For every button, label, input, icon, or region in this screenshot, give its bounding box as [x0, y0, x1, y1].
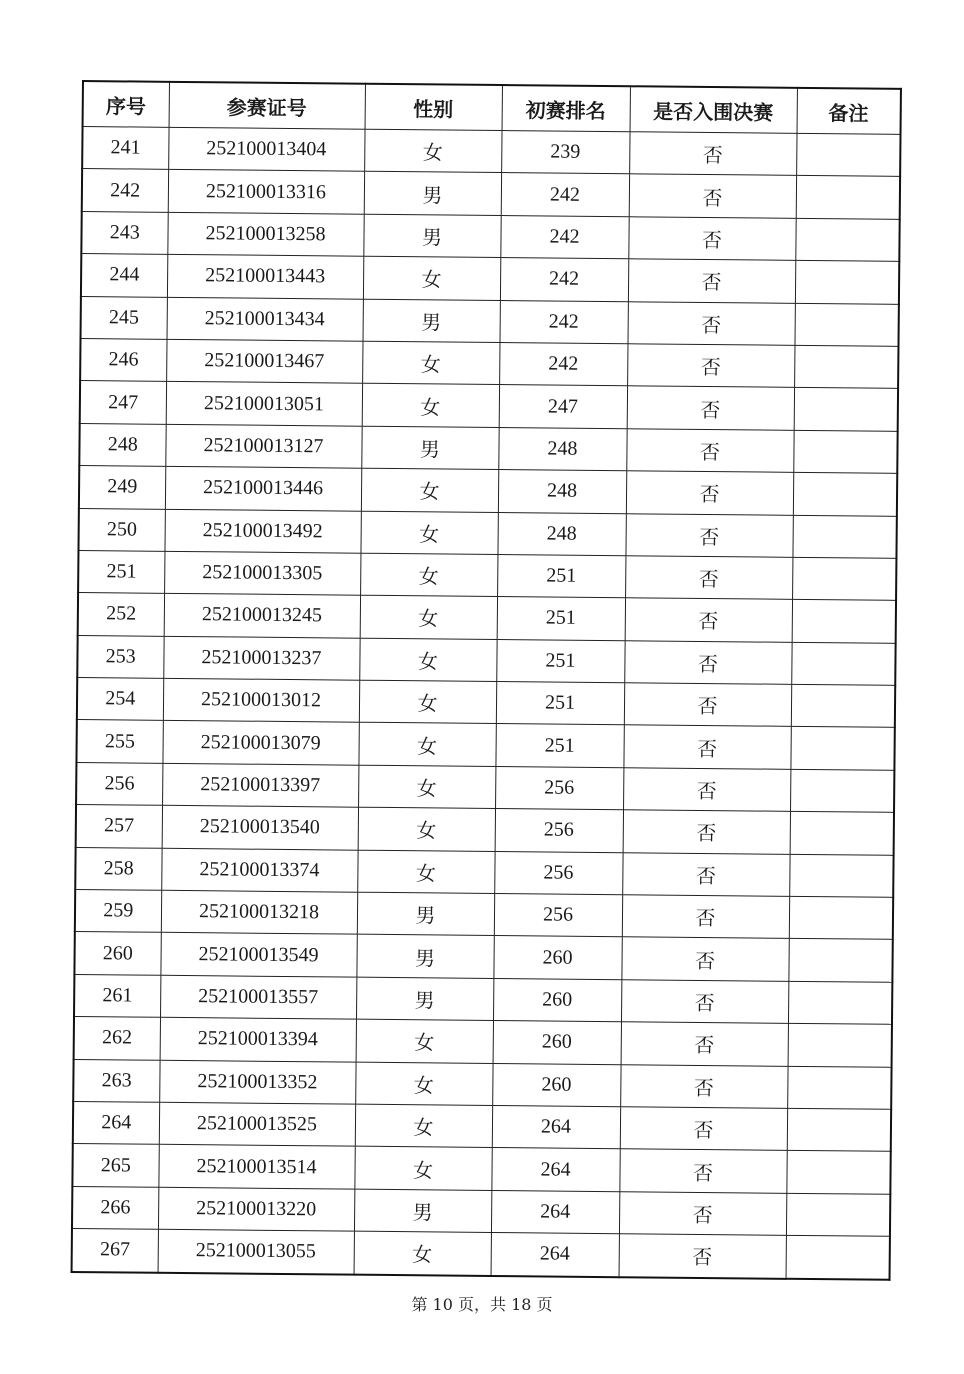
- preliminary-rank-cell: 248: [498, 427, 626, 471]
- gender-cell: 女: [354, 1147, 491, 1191]
- entry-id-cell: 252100013220: [158, 1187, 354, 1231]
- entry-id-cell: 252100013467: [166, 339, 362, 383]
- finalist-status-cell: 否: [620, 1064, 787, 1108]
- gender-cell: 女: [355, 1062, 492, 1106]
- entry-id-cell: 252100013055: [158, 1229, 354, 1274]
- remarks-cell: [791, 684, 895, 727]
- serial-number-cell: 254: [77, 678, 163, 721]
- serial-number-cell: 255: [76, 720, 162, 763]
- gender-cell: 女: [362, 384, 499, 428]
- gender-cell: 男: [363, 214, 500, 258]
- entry-id-cell: 252100013443: [167, 254, 363, 298]
- gender-cell: 女: [360, 511, 497, 555]
- preliminary-rank-cell: 247: [499, 385, 627, 429]
- serial-number-cell: 258: [75, 847, 161, 890]
- entry-id-cell: 252100013316: [168, 170, 364, 214]
- finalist-status-cell: 否: [624, 640, 791, 684]
- results-table: [71, 80, 902, 1280]
- finalist-status-cell: 否: [625, 513, 792, 557]
- gender-cell: 女: [358, 765, 495, 809]
- finalist-status-cell: 否: [619, 1191, 786, 1235]
- serial-number-cell: 245: [81, 296, 167, 339]
- serial-number-cell: 249: [79, 466, 165, 509]
- remarks-cell: [794, 303, 898, 346]
- entry-id-cell: 252100013394: [160, 1017, 356, 1061]
- remarks-cell: [794, 345, 898, 388]
- entry-id-cell: 252100013012: [163, 678, 359, 722]
- preliminary-rank-cell: 264: [491, 1190, 619, 1234]
- finalist-status-cell: 否: [622, 895, 789, 939]
- finalist-status-cell: 否: [627, 386, 794, 430]
- serial-number-cell: 259: [75, 890, 161, 933]
- entry-id-cell: 252100013218: [161, 890, 357, 934]
- entry-id-cell: 252100013492: [164, 509, 360, 553]
- preliminary-rank-cell: 251: [495, 724, 623, 768]
- finalist-status-cell: 否: [624, 683, 791, 727]
- remarks-cell: [788, 1024, 892, 1067]
- finalist-status-cell: 否: [619, 1234, 786, 1278]
- header-serial-number: 序号: [83, 81, 169, 127]
- remarks-cell: [793, 430, 897, 473]
- entry-id-cell: 252100013514: [158, 1145, 354, 1189]
- gender-cell: 女: [360, 553, 497, 597]
- remarks-cell: [794, 388, 898, 431]
- finalist-status-cell: 否: [623, 810, 790, 854]
- gender-cell: 女: [359, 680, 496, 724]
- preliminary-rank-cell: 242: [501, 173, 629, 217]
- entry-id-cell: 252100013549: [160, 933, 356, 977]
- gender-cell: 女: [355, 1104, 492, 1148]
- serial-number-cell: 246: [80, 338, 166, 381]
- preliminary-rank-cell: 256: [495, 766, 623, 810]
- entry-id-cell: 252100013352: [159, 1060, 355, 1104]
- preliminary-rank-cell: 256: [494, 894, 622, 938]
- finalist-status-cell: 否: [626, 471, 793, 515]
- gender-cell: 女: [356, 1019, 493, 1063]
- serial-number-cell: 241: [82, 127, 168, 170]
- gender-cell: 男: [361, 426, 498, 470]
- serial-number-cell: 266: [72, 1186, 158, 1229]
- entry-id-cell: 252100013051: [166, 382, 362, 426]
- remarks-cell: [792, 600, 896, 643]
- preliminary-rank-cell: 248: [498, 470, 626, 514]
- finalist-status-cell: 否: [625, 556, 792, 600]
- finalist-status-cell: 否: [619, 1149, 786, 1193]
- finalist-status-cell: 否: [620, 1107, 787, 1151]
- gender-cell: 女: [354, 1231, 491, 1275]
- preliminary-rank-cell: 242: [499, 342, 627, 386]
- serial-number-cell: 250: [78, 508, 164, 551]
- preliminary-rank-cell: 242: [500, 215, 628, 259]
- preliminary-rank-cell: 264: [492, 1105, 620, 1149]
- preliminary-rank-cell: 260: [493, 1021, 621, 1065]
- serial-number-cell: 263: [73, 1059, 159, 1102]
- remarks-cell: [787, 1108, 891, 1151]
- remarks-cell: [788, 939, 892, 982]
- gender-cell: 男: [364, 172, 501, 216]
- finalist-status-cell: 否: [626, 428, 793, 472]
- header-finalist-status: 是否入围决赛: [630, 86, 797, 133]
- preliminary-rank-cell: 251: [496, 639, 624, 683]
- preliminary-rank-cell: 260: [492, 1063, 620, 1107]
- remarks-cell: [788, 981, 892, 1024]
- finalist-status-cell: 否: [629, 132, 796, 176]
- remarks-cell: [786, 1235, 890, 1279]
- gender-cell: 男: [356, 977, 493, 1021]
- preliminary-rank-cell: 248: [497, 512, 625, 556]
- table-header-row: [83, 81, 901, 134]
- entry-id-cell: 252100013434: [167, 297, 363, 341]
- serial-number-cell: 262: [74, 1017, 160, 1060]
- entry-id-cell: 252100013127: [165, 424, 361, 468]
- table-body: [72, 127, 901, 1280]
- preliminary-rank-cell: 239: [501, 131, 629, 175]
- preliminary-rank-cell: 242: [499, 300, 627, 344]
- finalist-status-cell: 否: [621, 980, 788, 1024]
- gender-cell: 女: [358, 723, 495, 767]
- entry-id-cell: 252100013446: [165, 466, 361, 510]
- preliminary-rank-cell: 256: [495, 809, 623, 853]
- gender-cell: 女: [361, 468, 498, 512]
- preliminary-rank-cell: 251: [497, 554, 625, 598]
- remarks-cell: [790, 812, 894, 855]
- finalist-status-cell: 否: [625, 598, 792, 642]
- gender-cell: 女: [363, 256, 500, 300]
- preliminary-rank-cell: 242: [500, 258, 628, 302]
- serial-number-cell: 243: [81, 211, 167, 254]
- preliminary-rank-cell: 264: [491, 1148, 619, 1192]
- serial-number-cell: 264: [73, 1101, 159, 1144]
- remarks-cell: [790, 727, 894, 770]
- remarks-cell: [795, 218, 899, 261]
- header-entry-id: 参赛证号: [169, 82, 365, 129]
- serial-number-cell: 248: [79, 423, 165, 466]
- gender-cell: 男: [363, 299, 500, 343]
- gender-cell: 男: [356, 935, 493, 979]
- remarks-cell: [792, 557, 896, 600]
- gender-cell: 男: [354, 1189, 491, 1233]
- entry-id-cell: 252100013540: [162, 806, 358, 850]
- remarks-cell: [793, 472, 897, 515]
- table-row: [72, 1229, 890, 1280]
- serial-number-cell: 252: [78, 593, 164, 636]
- preliminary-rank-cell: 260: [493, 978, 621, 1022]
- results-table-container: [71, 80, 900, 1280]
- preliminary-rank-cell: 256: [494, 851, 622, 895]
- finalist-status-cell: 否: [627, 344, 794, 388]
- entry-id-cell: 252100013397: [162, 763, 358, 807]
- remarks-cell: [789, 854, 893, 897]
- serial-number-cell: 247: [80, 381, 166, 424]
- finalist-status-cell: 否: [623, 725, 790, 769]
- finalist-status-cell: 否: [628, 217, 795, 261]
- preliminary-rank-cell: 260: [493, 936, 621, 980]
- page-footer: 第 10 页，共 18 页: [411, 1295, 553, 1314]
- preliminary-rank-cell: 251: [497, 597, 625, 641]
- serial-number-cell: 242: [82, 169, 168, 212]
- header-gender: 性别: [365, 84, 502, 131]
- finalist-status-cell: 否: [628, 259, 795, 303]
- gender-cell: 女: [358, 807, 495, 851]
- serial-number-cell: 257: [76, 805, 162, 848]
- finalist-status-cell: 否: [627, 301, 794, 345]
- gender-cell: 女: [362, 341, 499, 385]
- finalist-status-cell: 否: [622, 852, 789, 896]
- serial-number-cell: 253: [77, 635, 163, 678]
- header-preliminary-rank: 初赛排名: [502, 85, 630, 132]
- entry-id-cell: 252100013404: [168, 127, 364, 171]
- serial-number-cell: 267: [72, 1229, 158, 1273]
- remarks-cell: [786, 1151, 890, 1194]
- serial-number-cell: 260: [74, 932, 160, 975]
- remarks-cell: [795, 261, 899, 304]
- remarks-cell: [796, 133, 900, 176]
- entry-id-cell: 252100013079: [162, 721, 358, 765]
- remarks-cell: [787, 1066, 891, 1109]
- finalist-status-cell: 否: [621, 1022, 788, 1066]
- entry-id-cell: 252100013245: [164, 594, 360, 638]
- remarks-cell: [796, 176, 900, 219]
- entry-id-cell: 252100013525: [159, 1102, 355, 1146]
- remarks-cell: [791, 642, 895, 685]
- remarks-cell: [790, 769, 894, 812]
- entry-id-cell: 252100013258: [167, 212, 363, 256]
- header-remarks: 备注: [797, 88, 901, 134]
- entry-id-cell: 252100013237: [163, 636, 359, 680]
- preliminary-rank-cell: 251: [496, 682, 624, 726]
- remarks-cell: [786, 1193, 890, 1236]
- serial-number-cell: 256: [76, 762, 162, 805]
- entry-id-cell: 252100013557: [160, 975, 356, 1019]
- gender-cell: 女: [357, 850, 494, 894]
- serial-number-cell: 251: [78, 550, 164, 593]
- preliminary-rank-cell: 264: [491, 1233, 619, 1277]
- entry-id-cell: 252100013374: [161, 848, 357, 892]
- gender-cell: 女: [360, 595, 497, 639]
- serial-number-cell: 261: [74, 974, 160, 1017]
- finalist-status-cell: 否: [629, 174, 796, 218]
- gender-cell: 男: [357, 892, 494, 936]
- gender-cell: 女: [359, 638, 496, 682]
- remarks-cell: [792, 515, 896, 558]
- serial-number-cell: 244: [81, 254, 167, 297]
- gender-cell: 女: [364, 129, 501, 173]
- remarks-cell: [789, 896, 893, 939]
- serial-number-cell: 265: [72, 1144, 158, 1187]
- entry-id-cell: 252100013305: [164, 551, 360, 595]
- finalist-status-cell: 否: [621, 937, 788, 981]
- finalist-status-cell: 否: [623, 768, 790, 812]
